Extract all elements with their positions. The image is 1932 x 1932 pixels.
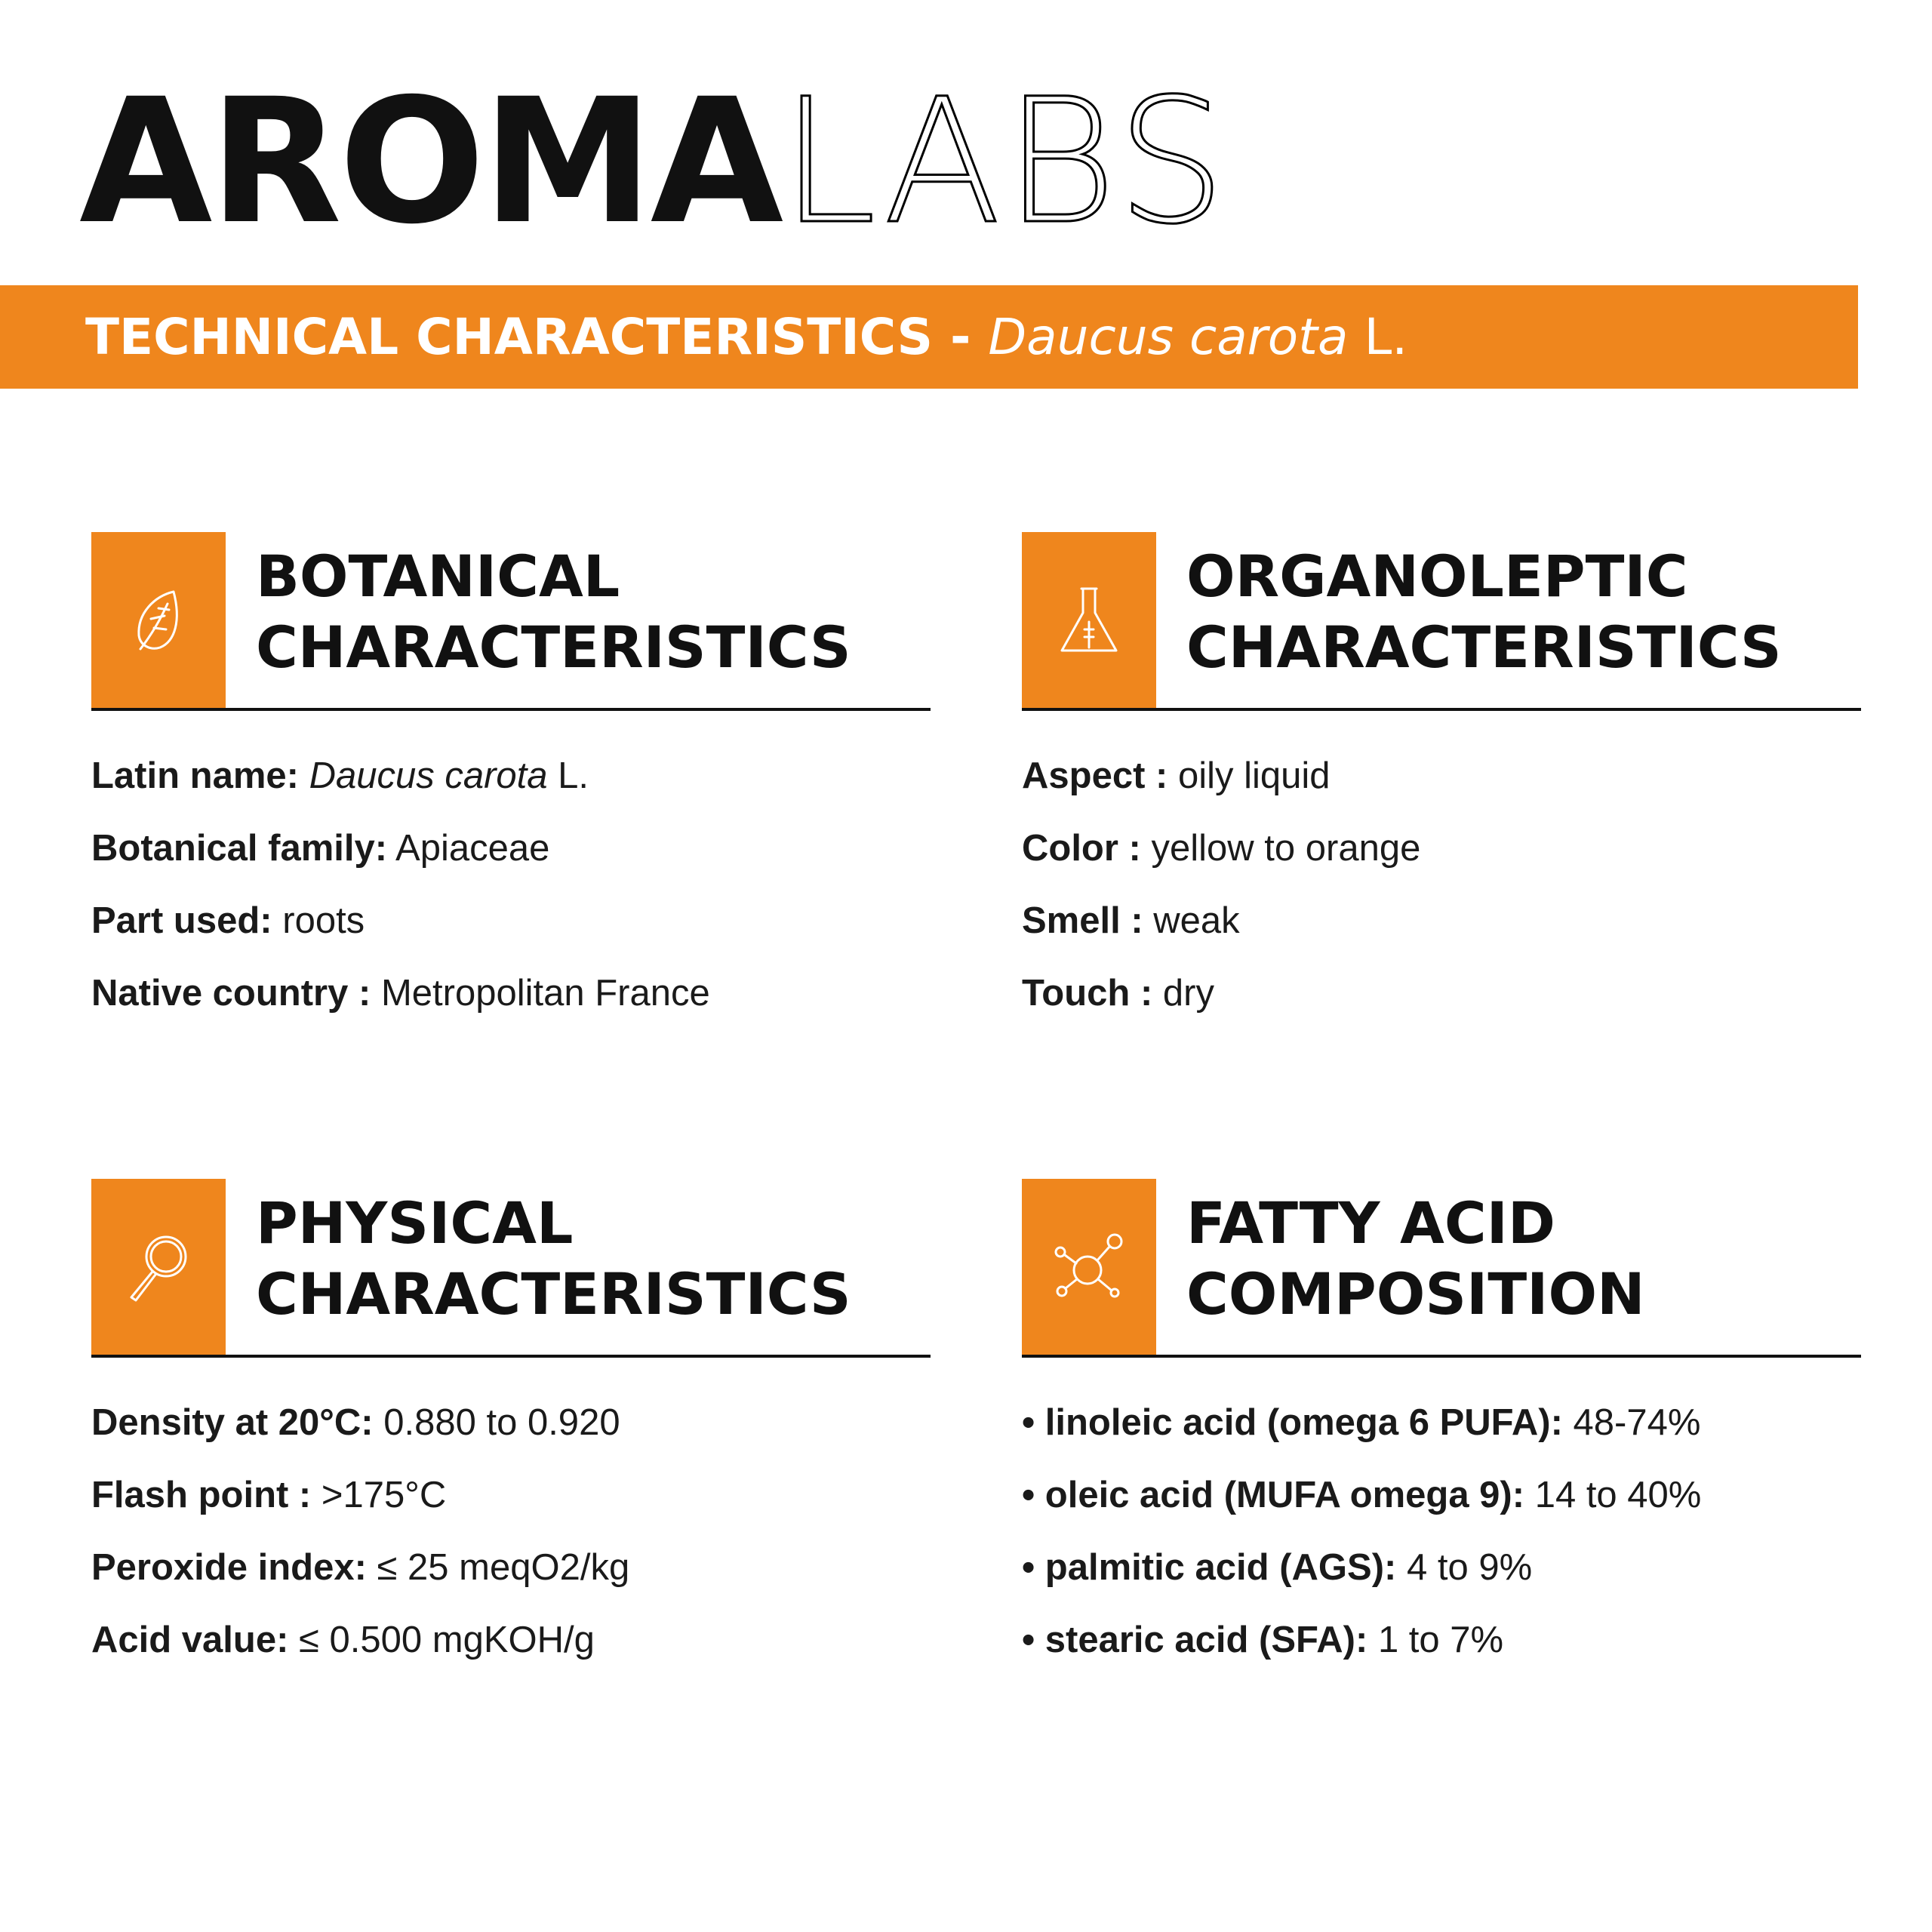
title-banner [0,285,1858,389]
info-row [91,1459,931,1531]
info-row [91,884,931,957]
leaf-icon [91,532,226,708]
banner-species: Daucus carota [988,308,1349,366]
row-label: Color : [1022,828,1141,869]
section-title-line1: FATTY ACID [1186,1189,1555,1257]
row-label: • oleic acid (MUFA omega 9): [1022,1475,1525,1515]
row-value-italic: Daucus carota [309,755,548,796]
section-header [91,1179,931,1358]
row-label: Part used: [91,900,272,941]
row-value: ≤ 0.500 mgKOH/g [299,1620,595,1660]
section-title-line2: CHARACTERISTICS [256,1260,851,1327]
row-label: Botanical family: [91,828,388,869]
section-title [256,1188,851,1330]
row-label: Density at 20°C: [91,1402,374,1443]
row-value: Metropolitan France [380,973,710,1014]
row-label: Peroxide index: [91,1547,367,1588]
magnifier-icon [91,1179,226,1355]
info-row [91,1604,931,1676]
row-label: Native country : [91,973,371,1014]
logo-bold-text: AROMA [79,61,781,262]
section-title [1186,1188,1645,1330]
row-label: Latin name: [91,755,299,796]
info-row [1022,1531,1861,1604]
section-title-line1: BOTANICAL [256,543,620,610]
info-row [1022,1386,1861,1459]
banner-suffix: L. [1348,308,1408,366]
section-rows [1022,1358,1861,1676]
row-value: L. [547,755,589,796]
section-title-line1: ORGANOLEPTIC [1186,543,1688,610]
section-title-line2: COMPOSITION [1186,1260,1645,1327]
row-label: Flash point : [91,1475,312,1515]
section-title-line1: PHYSICAL [256,1189,574,1257]
row-value: 0.880 to 0.920 [383,1402,620,1443]
section-botanical [91,532,931,1029]
row-value: 4 to 9% [1406,1547,1533,1588]
info-row [1022,740,1861,812]
flask-icon [1022,532,1156,708]
section-fatty-acid [1022,1179,1861,1676]
row-value: yellow to orange [1151,828,1421,869]
section-title [1186,541,1782,683]
row-label: • palmitic acid (AGS): [1022,1547,1397,1588]
info-row [91,957,931,1029]
logo-thin-text: LABS [780,61,1229,262]
info-row [1022,1604,1861,1676]
banner-title [85,308,1407,366]
row-label: • linoleic acid (omega 6 PUFA): [1022,1402,1563,1443]
section-title [256,541,851,683]
row-value: 14 to 40% [1534,1475,1702,1515]
row-label: Acid value: [91,1620,289,1660]
section-rows [91,711,931,1029]
molecule-icon [1022,1179,1156,1355]
row-value: oily liquid [1177,755,1331,796]
row-value: ≤ 25 meqO2/kg [377,1547,630,1588]
info-row [1022,1459,1861,1531]
brand-logo [79,61,1229,262]
info-row [1022,957,1861,1029]
row-value: 1 to 7% [1377,1620,1504,1660]
info-row [1022,812,1861,884]
section-title-line2: CHARACTERISTICS [1186,614,1782,681]
row-label: Smell : [1022,900,1143,941]
row-value: >175°C [321,1475,447,1515]
row-value: 48-74% [1573,1402,1701,1443]
row-label: Touch : [1022,973,1153,1014]
section-header [1022,1179,1861,1358]
row-value: Apiaceae [395,828,550,869]
info-row [91,740,931,812]
section-rows [91,1358,931,1676]
section-rows [1022,711,1861,1029]
section-organoleptic [1022,532,1861,1029]
row-value: roots [282,900,365,941]
info-row [91,1531,931,1604]
info-row [1022,884,1861,957]
info-row [91,812,931,884]
row-value: weak [1153,900,1240,941]
row-label: • stearic acid (SFA): [1022,1620,1368,1660]
section-header [1022,532,1861,711]
info-row [91,1386,931,1459]
row-label: Aspect : [1022,755,1168,796]
section-header [91,532,931,711]
section-physical [91,1179,931,1676]
row-value: dry [1162,973,1214,1014]
section-title-line2: CHARACTERISTICS [256,614,851,681]
banner-title-main: TECHNICAL CHARACTERISTICS - [85,308,989,366]
